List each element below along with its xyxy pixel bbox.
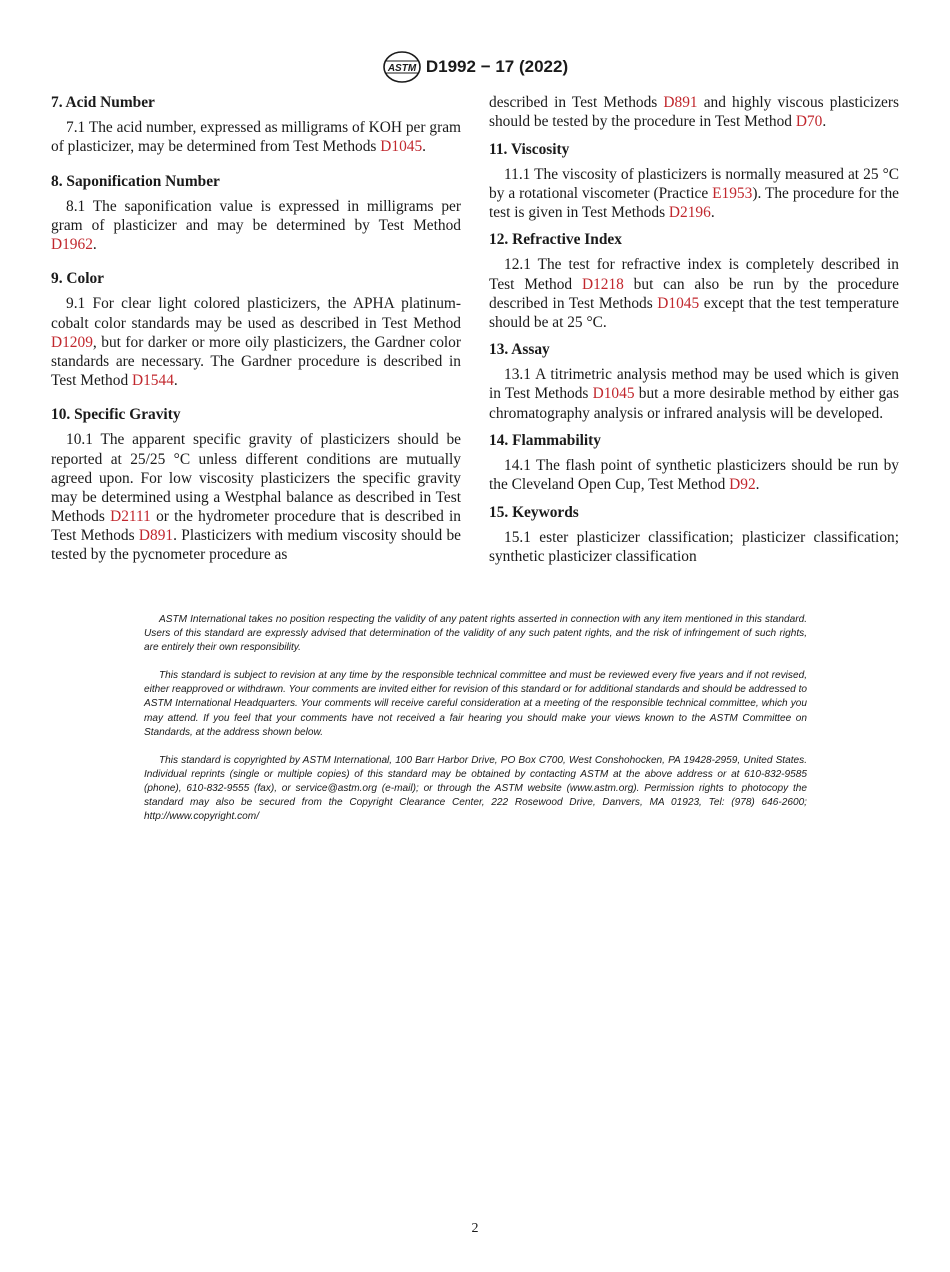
section-viscosity: [489, 140, 899, 222]
legal-notices: [144, 613, 807, 838]
reference-link[interactable]: D92: [729, 476, 756, 494]
reference-link[interactable]: E1953: [712, 184, 753, 202]
section-heading: 13. Assay: [489, 341, 550, 359]
revision-notice: This standard is subject to revision at any time by the responsible technical committee and must be reviewed every five years and if not revised, either reapproved or withdrawn. Your comments are invited either for revision of this standard or for additional standards and should be addressed to ASTM International Headquarters. Your comments will receive careful consideration at a meeting of the responsible technical committee, which you may attend. If you feel that your comments have not received a fair hearing you should make your views known to the ASTM Committee on Standards, at the address shown below.: [144, 670, 808, 738]
reference-link[interactable]: D2111: [110, 507, 151, 525]
reference-link[interactable]: D1962: [51, 235, 93, 253]
page-header: [0, 50, 950, 84]
reference-link[interactable]: D1209: [51, 333, 93, 351]
document-designation: D1992 − 17 (2022): [425, 57, 569, 76]
reference-link[interactable]: D1045: [592, 385, 635, 403]
section-color: [51, 269, 461, 389]
right-column: [489, 93, 899, 575]
svg-text:ASTM: ASTM: [387, 63, 417, 74]
section-heading: 15. Keywords: [489, 503, 579, 521]
section-acid-number: [51, 93, 461, 156]
section-heading: 12. Refractive Index: [489, 231, 622, 249]
section-heading: 9. Color: [51, 270, 105, 288]
reference-link[interactable]: D70: [795, 113, 823, 131]
section-heading: 10. Specific Gravity: [51, 406, 181, 424]
section-paragraph: 8.1 The saponification value is expressed in milligrams per gram of plasticizer and may be determined by Test Method D1962.: [51, 197, 461, 253]
astm-logo-icon: [382, 50, 422, 84]
section-paragraph: 12.1 The test for refractive index is completely described in Test Method D1218 but can also be run by the procedure described in Test Methods D1045 except that the test temperature should be at 25 °C.: [489, 256, 900, 331]
section-heading: 11. Viscosity: [489, 140, 570, 158]
reference-link[interactable]: D891: [663, 94, 698, 111]
section-paragraph: 14.1 The flash point of synthetic plasticizers should be run by the Cleveland Open Cup, Test Method D92.: [489, 457, 899, 494]
copyright-notice: This standard is copyrighted by ASTM International, 100 Barr Harbor Drive, PO Box C700, West Conshohocken, PA 19428-2959, United States. Individual reprints (single or multiple copies) of this standard may be obtained by contacting ASTM at the above address or at 610-832-9585 (phone), 610-832-9555 (fax), or service@astm.org (e-mail); or through the ASTM website (www.astm.org). Permission rights to photocopy the standard may also be secured from the Copyright Clearance Center, 222 Rosewood Drive, Danvers, MA 01923, Tel: (978) 646-2600; http://www.copyright.com/: [144, 754, 807, 823]
section-paragraph: 13.1 A titrimetric analysis method may be used which is given in Test Methods D1045 but a more desirable method by either gas chromatography analysis or infrared analysis will be developed.: [489, 366, 899, 422]
reference-link[interactable]: D1218: [581, 275, 624, 293]
reference-link[interactable]: D1045: [657, 294, 700, 312]
section-assay: [489, 340, 899, 422]
section-paragraph: 10.1 The apparent specific gravity of plasticizers should be reported at 25/25 °C unless different conditions are mutually agreed upon. For low viscosity plasticizers the specific gravity may be determined using a Westphal balance as described in Test Methods D2111 or the hydrometer procedure that is described in Test Methods D891. Plasticizers with medium viscosity should be tested by the pycnometer procedure as: [51, 431, 462, 563]
section-paragraph: 7.1 The acid number, expressed as milligrams of KOH per gram of plasticizer, may be determined from Test Methods D1045.: [51, 119, 461, 156]
page-number: 2: [471, 1221, 479, 1236]
section-heading: 8. Saponification Number: [51, 172, 220, 190]
section-paragraph: described in Test Methods D891 and highly viscous plasticizers should be tested by the procedure in Test Method D70.: [489, 94, 899, 131]
reference-link[interactable]: D1544: [132, 371, 174, 389]
section-heading: 7. Acid Number: [51, 94, 155, 111]
section-specific-gravity: [51, 405, 461, 564]
section-paragraph: 15.1 ester plasticizer classification; plasticizer classification; synthetic plasticizer classification: [489, 528, 899, 565]
section-specific-gravity-continued: [489, 93, 899, 131]
patent-notice: ASTM International takes no position respecting the validity of any patent rights asserted in connection with any item mentioned in this standard. Users of this standard are expressly advised that determination of the validity of any such patent rights, and the risk of infringement of such rights, are entirely their own responsibility.: [144, 614, 807, 654]
reference-link[interactable]: D891: [138, 526, 174, 544]
section-paragraph: 11.1 The viscosity of plasticizers is normally measured at 25 °C by a rotational viscometer (Practice E1953). The procedure for the test is given in Test Methods D2196.: [489, 165, 899, 221]
left-column: [51, 93, 461, 580]
section-flammability: [489, 431, 899, 494]
section-saponification-number: [51, 172, 461, 254]
section-paragraph: 9.1 For clear light colored plasticizers, the APHA platinum-cobalt color standards may be used as described in Test Method D1209, but for darker or more oily plasticizers, the Gardner color standards are necessary. The Gardner procedure is described in Test Method D1544.: [51, 295, 461, 389]
section-refractive-index: [489, 230, 899, 331]
reference-link[interactable]: D1045: [380, 138, 423, 156]
section-keywords: [489, 503, 899, 566]
reference-link[interactable]: D2196: [668, 203, 711, 221]
section-heading: 14. Flammability: [489, 432, 602, 450]
